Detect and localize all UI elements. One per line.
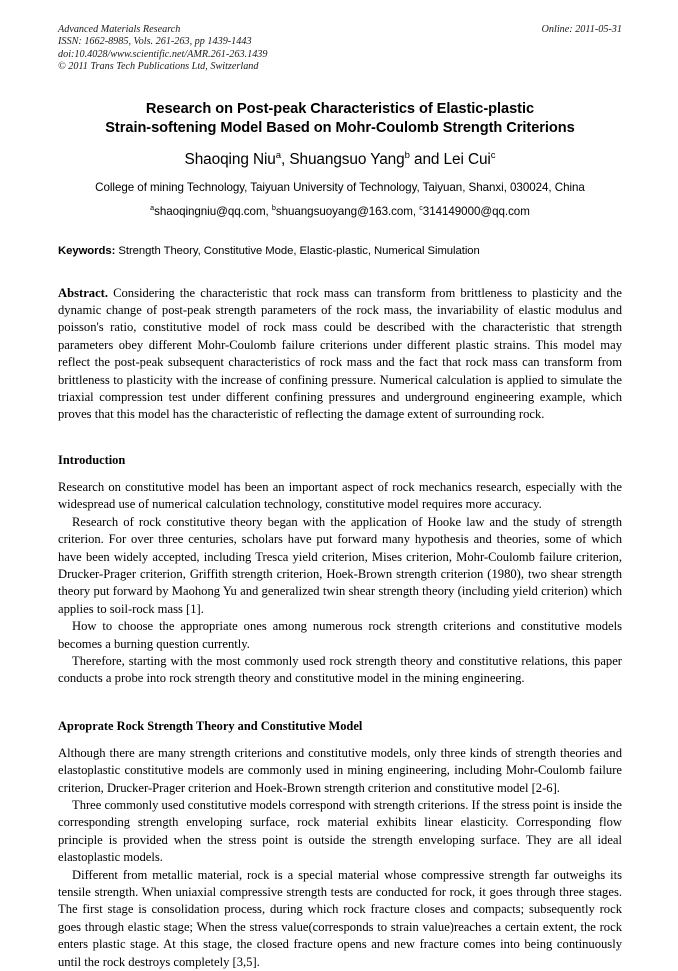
email-separator-2: , [412,204,420,218]
author-separator-2: and [409,150,444,168]
keywords-value: Strength Theory, Constitutive Mode, Elastic-plastic, Numerical Simulation [115,244,480,257]
journal-issn: ISSN: 1662-8985, Vols. 261-263, pp 1439-1443 [58,36,252,48]
section-1-paragraph-0: Although there are many strength criterions and constitutive models, only three kinds of strength theories and elastoplastic constitutive models are commonly used in mining engineering, including Mohr-Coulomb failure criterion, Drucker-Prager criterion and Hoek-Brown strength criterion and constitutive model [2-6]. [58,745,622,795]
journal-header [58,24,622,74]
email-mark-2: b [271,202,276,212]
author-separator-1: , [280,150,290,168]
email-address-1[interactable]: shaoqingniu@qq.com [154,204,266,218]
section-0-paragraph-0: Research on constitutive model has been an important aspect of rock mechanics research, especially with the widespread use of numerical calculation technology, constitutive model requires more accuracy. [58,479,622,512]
section-heading-introduction: Introduction [58,452,126,467]
keywords-line [58,244,622,259]
author-name-3: Lei Cui [443,150,491,168]
page-title-line-2: Strain-softening Model Based on Mohr-Coulomb Strength Criterions [105,120,575,137]
abstract-paragraph [58,285,622,424]
journal-name: Advanced Materials Research [58,24,181,35]
author-list [58,150,622,170]
email-address-3[interactable]: 314149000@qq.com [422,204,530,218]
email-address-2[interactable]: shuangsuoyang@163.com [275,204,413,218]
author-name-2: Shuangsuo Yang [289,150,405,168]
abstract-text: Considering the characteristic that rock mass can transform from brittleness to plasticity and the dynamic change of post-peak strength parameters of the rock mass, the invariability of elastic modulus and poisson's ratio, constitutive model of rock mass could be described with the characteristic that strength parameters obey different Mohr-Coulomb failure criterions under different plastic strains. This model may reflect the post-peak subsequent characteristics of rock mass and the fact that rock mass can transform from brittleness to plasticity with the increase of confining pressure. Numerical calculation is applied to simulate the triaxial compression test under different confining pressures and underground engineering example, which proves that this model has the characteristic of reflecting the damage extent of surrounding rock. [58,285,622,422]
author-name-1: Shaoqing Niu [184,150,276,168]
section-0-paragraph-3: Therefore, starting with the most commonly used rock strength theory and constitutive relations, this paper conducts a probe into rock strength theory and constitutive model in the mining engineering. [58,653,622,686]
author-affil-mark-3: c [490,149,496,161]
author-affil-mark-2: b [404,149,410,161]
online-date: Online: 2011-05-31 [541,24,622,35]
email-mark-3: c [419,202,423,212]
affiliation: College of mining Technology, Taiyuan University of Technology, Taiyuan, Shanxi, 030024, China [95,180,585,194]
section-1-paragraph-1: Three commonly used constitutive models correspond with strength criterions. If the stress point is inside the corresponding strength enveloping surface, rock material exhibits linear elasticity. Corresponding flow principle is provided when the stress point is outside the strength enveloping surface. They are all ideal elastoplastic models. [58,797,622,865]
author-emails [58,204,622,220]
author-affil-mark-1: a [275,149,281,161]
section-0-paragraph-2: How to choose the appropriate ones among numerous rock strength criterions and constitutive models becomes a burning question currently. [58,619,622,651]
title-block [58,100,622,220]
page-title-line-1: Research on Post-peak Characteristics of Elastic-plastic [145,100,535,117]
section-0-paragraph-1: Research of rock constitutive theory began with the application of Hooke law and the study of strength criterion. For over three centuries, scholars have put forward many hypothesis and theories, some of which have been widely accepted, including Tresca yield criterion, Mises criterion, Mohr-Coulomb failure criterion, Drucker-Prager criterion, Griffith strength criterion, Hoek-Brown strength criterion (1980), two shear strength theory put forward by Maohong Yu and generalized twin shear strength theory (including yield criterion) which applies to soil-rock mass [1]. [58,514,622,616]
page-title [58,100,622,139]
abstract-label: Abstract. [58,285,109,300]
email-separator-1: , [265,204,272,218]
email-mark-1: a [150,202,155,212]
journal-copyright: © 2011 Trans Tech Publications Ltd, Switzerland [58,61,259,73]
section-1-paragraph-2: Different from metallic material, rock is a special material whose compressive strength far outweighs its tensile strength. When uniaxial compressive strength tests are conducted for rock, it goes through three stages. The first stage is consolidation process, during which rock fracture closes and compacts; subsequently rock goes through elastic stage; When the stress value(corresponds to strain value)reaches a certain extent, the rock enters plastic stage. At this stage, the closed fracture opens and new fracture comes into being continuously until the rock destroys completely [3,5]. [58,867,622,969]
journal-doi: doi:10.4028/www.scientific.net/AMR.261-263.1439 [58,48,268,60]
keywords-label: Keywords: [58,244,116,257]
section-heading-appropriate-model: Aproprate Rock Strength Theory and Constitutive Model [58,718,363,733]
